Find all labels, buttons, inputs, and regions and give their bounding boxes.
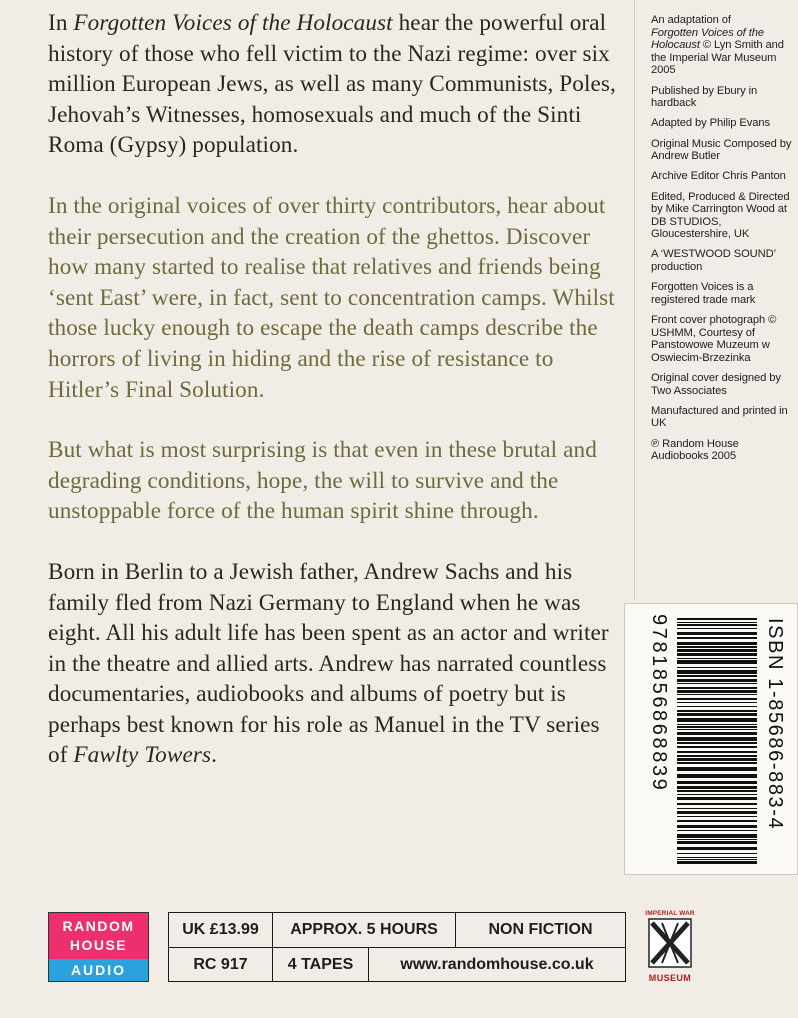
imperial-war-museum-logo: [640, 910, 700, 986]
credit-adapted: Adapted by Philip Evans: [651, 117, 770, 130]
museum-emblem-icon: [648, 918, 692, 968]
logo-blue-block: AUDIO: [49, 959, 148, 981]
catalog-code: RC 917: [193, 956, 248, 973]
adaptation-lead: An adaptation of: [651, 14, 731, 26]
tape-count: 4 TAPES: [287, 956, 354, 973]
series-title: Fawlty Towers: [73, 742, 212, 769]
credit-archive: Archive Editor Chris Panton: [651, 170, 786, 183]
product-info-box: [168, 912, 626, 982]
logo-line-house: HOUSE: [69, 937, 128, 953]
credit-manufactured: Manufactured and printed in UK: [651, 404, 788, 430]
credit-production: A ‘WESTWOOD SOUND’ production: [651, 248, 776, 274]
credit-published: Published by Ebury in hardback: [651, 84, 758, 110]
credit-music: Original Music Composed by Andrew Butler: [651, 137, 792, 163]
museum-logo-bottom-text: MUSEUM: [648, 973, 692, 983]
p1-body: hear the powerful oral history of those who fell victim to the Nazi regime: over six million European Jews, as well as many Communists, Poles, Jehovah’s Witnesses, homosexuals and much of the Sinti Roma (Gypsy) population.: [48, 10, 616, 159]
duration: APPROX. 5 HOURS: [290, 921, 438, 938]
credits-column: [651, 14, 793, 470]
p1-lead: In: [48, 10, 74, 36]
isbn-number: ISBN 1-85686-883-4: [764, 618, 786, 831]
column-divider: [634, 0, 635, 600]
barcode-digits: 9781856868839: [648, 614, 670, 793]
credit-adaptation: [651, 14, 793, 77]
museum-logo-top-text: IMPERIAL WAR: [645, 910, 695, 917]
credit-trademark: Forgotten Voices is a registered trade mark: [651, 281, 756, 306]
barcode: [624, 603, 798, 875]
adaptation-rights: © Lyn Smith and the Imperial War Museum 2005: [651, 39, 784, 77]
credit-design: Original cover designed by Two Associates: [651, 372, 781, 397]
adaptation-title: Forgotten Voices of the Holocaust: [651, 26, 764, 52]
credit-edited: Edited, Produced & Directed by Mike Carrington Wood at DB STUDIOS, Gloucestershire, UK: [651, 190, 790, 241]
logo-pink-block: [49, 913, 148, 959]
price: UK £13.99: [182, 921, 259, 938]
credit-photo: Front cover photograph © USHMM, Courtesy of Panstowowe Muzeum w Oswiecim-Brzezinka: [651, 314, 777, 364]
random-house-audio-logo: [48, 912, 149, 982]
website: www.randomhouse.co.uk: [400, 956, 594, 973]
blurb-paragraph-2: In the original voices of over thirty contributors, hear about their persecution and the creation of the ghettos. Discover how many started to realise that relatives and friends being ‘sent East’ were, in fact, sent to concentration camps. Whilst those lucky enough to escape the death camps describe the horrors of living in hiding and the rise of resistance to Hitler’s Final Solution.: [48, 192, 615, 403]
logo-line-random: RANDOM: [62, 918, 135, 934]
credit-copyright: ℗ Random House Audiobooks 2005: [651, 437, 739, 463]
book-title: Forgotten Voices of the Holocaust: [73, 10, 393, 36]
bio-body: Born in Berlin to a Jewish father, Andrew Sachs and his family fled from Nazi Germany to England when he was eight. All his adult life has been spent as an actor and writer in the theatre and allied arts. Andrew has narrated countless documentaries, audiobooks and albums of poetry but is perhaps best known for his role as Manuel in the TV series of: [48, 558, 609, 769]
blurb-paragraph-1: [48, 8, 620, 161]
blurb-paragraph-3: But what is most surprising is that even in these brutal and degrading conditions, hope, the will to survive and the unstoppable force of the human spirit shine through.: [48, 437, 597, 525]
blurb: [48, 8, 620, 801]
category: NON FICTION: [488, 921, 593, 938]
bio-end: .: [211, 742, 217, 769]
narrator-bio: [48, 557, 620, 771]
